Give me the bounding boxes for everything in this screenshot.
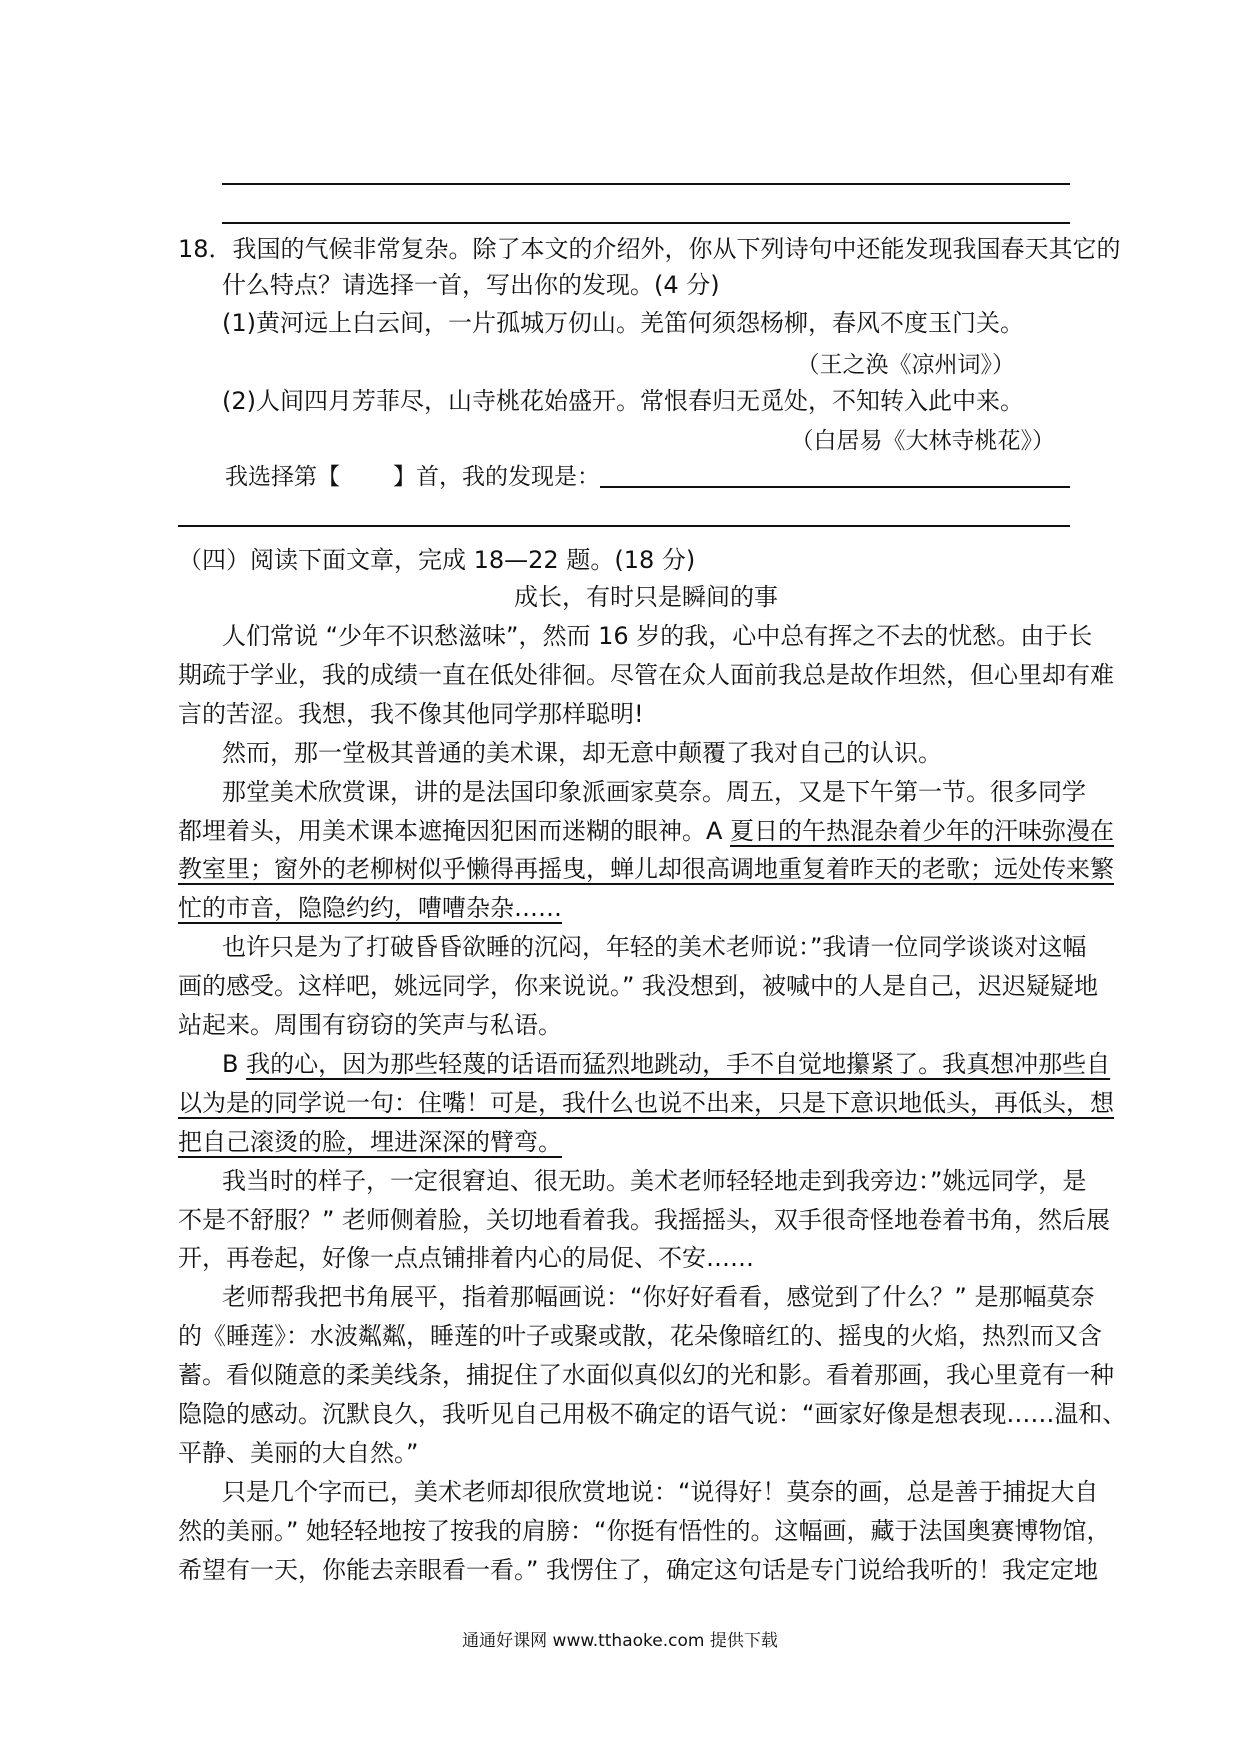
footer-source: 通通好课网 www.tthaoke.com 提供下载 bbox=[462, 1631, 778, 1651]
article-line: 然的美丽。” 她轻轻地按了按我的肩膀：“你挺有悟性的。这幅画，藏于法国奥赛博物馆， bbox=[178, 1517, 1111, 1545]
question-18-line1: 18．我国的气候非常复杂。除了本文的介绍外，你从下列诗句中还能发现我国春天其它的 bbox=[178, 235, 1121, 263]
choice-suffix: 】首，我的发现是： bbox=[393, 464, 600, 490]
answer-line bbox=[178, 525, 1070, 527]
article-line bbox=[178, 814, 1114, 848]
poem-1: (1)黄河远上白云间，一片孤城万仞山。羌笛何须怨杨柳，春风不度玉门关。 bbox=[222, 309, 1024, 337]
choice-prefix: 我选择第【 bbox=[225, 464, 340, 490]
article-line: 然而，那一堂极其普通的美术课，却无意中颠覆了我对自己的认识。 bbox=[222, 739, 942, 767]
poem-1-source: （王之涣《凉州词》） bbox=[796, 352, 1015, 378]
section-4-header: （四）阅读下面文章，完成 18—22 题。(18 分) bbox=[178, 546, 696, 574]
article-line bbox=[178, 1125, 562, 1159]
question-18-line2: 什么特点？请选择一首，写出你的发现。(4 分) bbox=[222, 271, 720, 299]
article-line: 平静、美丽的大自然。” bbox=[178, 1439, 419, 1467]
discovery-answer-line[interactable] bbox=[600, 486, 1070, 488]
underlined-passage: 我的心，因为那些轻蔑的话语而猛烈地跳动，手不自觉地攥紧了。我真想冲那些自 bbox=[246, 1050, 1111, 1078]
article-line-prefix: 都埋着头，用美术课本遮掩因犯困而迷糊的眼神。A bbox=[178, 817, 731, 845]
poem-2-source: （白居易《大林寺桃花》） bbox=[790, 428, 1055, 454]
underlined-passage: 夏日的午热混杂着少年的汗味弥漫在 bbox=[730, 817, 1115, 845]
article-line: 开，再卷起，好像一点点铺排着内心的局促、不安…… bbox=[178, 1244, 754, 1272]
article-line-prefix: B bbox=[222, 1050, 247, 1078]
article-line: 期疏于学业，我的成绩一直在低处徘徊。尽管在众人面前我总是故作坦然，但心里却有难 bbox=[178, 661, 1114, 689]
underlined-passage: 把自己滚烫的脸，埋进深深的臂弯。 bbox=[178, 1128, 562, 1156]
article-line: 蓄。看似随意的柔美线条，捕捉住了水面似真似幻的光和影。看着那画，我心里竟有一种 bbox=[178, 1361, 1114, 1389]
article-line: 不是不舒服？” 老师侧着脸，关切地看着我。我摇摇头，双手很奇怪地卷着书角，然后展 bbox=[178, 1206, 1111, 1234]
answer-line bbox=[222, 222, 1070, 224]
underlined-passage: 以为是的同学说一句：住嘴！可是，我什么也说不出来，只是下意识地低头，再低头，想 bbox=[178, 1089, 1114, 1117]
article-line: 希望有一天，你能去亲眼看一看。” 我愣住了，确定这句话是专门说给我听的！我定定地 bbox=[178, 1556, 1099, 1584]
article-line: 隐隐的感动。沉默良久，我听见自己用极不确定的语气说：“画家好像是想表现……温和、 bbox=[178, 1400, 1127, 1428]
article-line: 我当时的样子，一定很窘迫、很无助。美术老师轻轻地走到我旁边：”姚远同学，是 bbox=[222, 1167, 1087, 1195]
answer-line bbox=[222, 183, 1070, 185]
article-line: 言的苦涩。我想，我不像其他同学那样聪明! bbox=[178, 700, 644, 728]
article-line: 只是几个字而已，美术老师却很欣赏地说：“说得好！莫奈的画，总是善于捕捉大自 bbox=[222, 1478, 1099, 1506]
article-line bbox=[178, 1086, 1114, 1120]
article-title: 成长，有时只是瞬间的事 bbox=[514, 583, 778, 611]
article-line bbox=[178, 891, 562, 925]
article-line: 那堂美术欣赏课，讲的是法国印象派画家莫奈。周五，又是下午第一节。很多同学 bbox=[222, 778, 1086, 806]
underlined-passage: 教室里；窗外的老柳树似乎懒得再摇曳，蝉儿却很高调地重复着昨天的老歌；远处传来繁 bbox=[178, 855, 1114, 883]
article-line bbox=[222, 1047, 1110, 1081]
article-line: 画的感受。这样吧，姚远同学，你来说说。” 我没想到，被喊中的人是自己，迟迟疑疑地 bbox=[178, 972, 1099, 1000]
underlined-passage: 忙的市音，隐隐约约，嘈嘈杂杂…… bbox=[178, 894, 562, 922]
article-line: 老师帮我把书角展平，指着那幅画说：“你好好看看，感觉到了什么？” 是那幅莫奈 bbox=[222, 1283, 1095, 1311]
choice-blank[interactable] bbox=[345, 462, 400, 492]
article-line: 人们常说 “少年不识愁滋味”，然而 16 岁的我，心中总有挥之不去的忧愁。由于长 bbox=[222, 622, 1093, 650]
article-line: 站起来。周围有窃窃的笑声与私语。 bbox=[178, 1011, 562, 1039]
poem-2: (2)人间四月芳菲尽，山寺桃花始盛开。常恨春归无觅处，不知转入此中来。 bbox=[222, 387, 1024, 415]
article-line: 也许只是为了打破昏昏欲睡的沉闷，年轻的美术老师说：”我请一位同学谈谈对这幅 bbox=[222, 933, 1087, 961]
article-line bbox=[178, 852, 1114, 886]
article-line: 的《睡莲》：水波粼粼，睡莲的叶子或聚或散，花朵像暗红的、摇曳的火焰，热烈而又含 bbox=[178, 1322, 1102, 1350]
